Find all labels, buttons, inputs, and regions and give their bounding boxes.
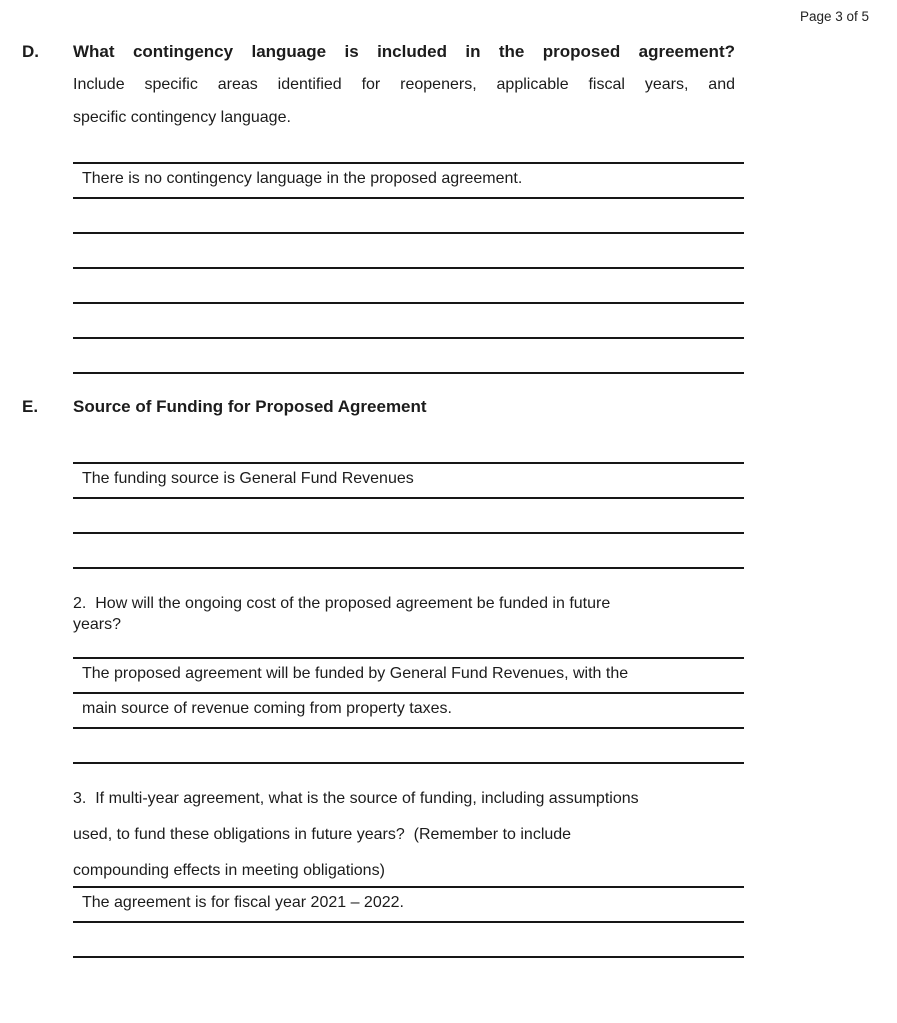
section-e-answer-box (73, 462, 744, 569)
answer-row (73, 499, 744, 534)
section-d-label: D. (22, 42, 39, 61)
answer-row (73, 234, 744, 269)
answer-row (73, 304, 744, 339)
answer-row (73, 339, 744, 374)
section-d-question-line-1: What contingency language is included in the proposed agreement? (73, 42, 735, 61)
answer-row (73, 534, 744, 569)
section-e-label: E. (22, 397, 39, 416)
question-3-line-1: 3. If multi-year agreement, what is the source of funding, including assumptions (73, 790, 639, 807)
question-3 (73, 781, 744, 889)
question-3-answer-box (73, 886, 744, 958)
answer-row (73, 269, 744, 304)
answer-row: There is no contingency language in the proposed agreement. (73, 164, 744, 199)
answer-row (73, 729, 744, 764)
section-e-heading (22, 390, 735, 423)
section-d-answer-box (73, 162, 744, 374)
section-d-question-line-2: Include specific areas identified for reopeners, applicable fiscal years, and (73, 76, 735, 93)
section-d-question-line-3: specific contingency language. (73, 109, 291, 126)
question-2-line-2: years? (73, 616, 122, 633)
question-2-line-1: 2. How will the ongoing cost of the proposed agreement be funded in future (73, 595, 611, 612)
section-d-heading (22, 35, 735, 134)
section-e-title: Source of Funding for Proposed Agreement (73, 397, 427, 416)
answer-row: main source of revenue coming from property taxes. (73, 694, 744, 729)
answer-row: The proposed agreement will be funded by General Fund Revenues, with the (73, 659, 744, 694)
section-d-question (73, 35, 735, 134)
question-3-line-2: used, to fund these obligations in future years? (Remember to include (73, 826, 572, 843)
page-number: Page 3 of 5 (799, 9, 869, 24)
answer-row (73, 199, 744, 234)
question-2-answer-box (73, 657, 744, 764)
answer-row (73, 923, 744, 958)
question-2 (73, 593, 744, 635)
answer-row: The agreement is for fiscal year 2021 – 2022. (73, 888, 744, 923)
answer-row: The funding source is General Fund Revenues (73, 464, 744, 499)
question-3-line-3: compounding effects in meeting obligations) (73, 862, 385, 879)
